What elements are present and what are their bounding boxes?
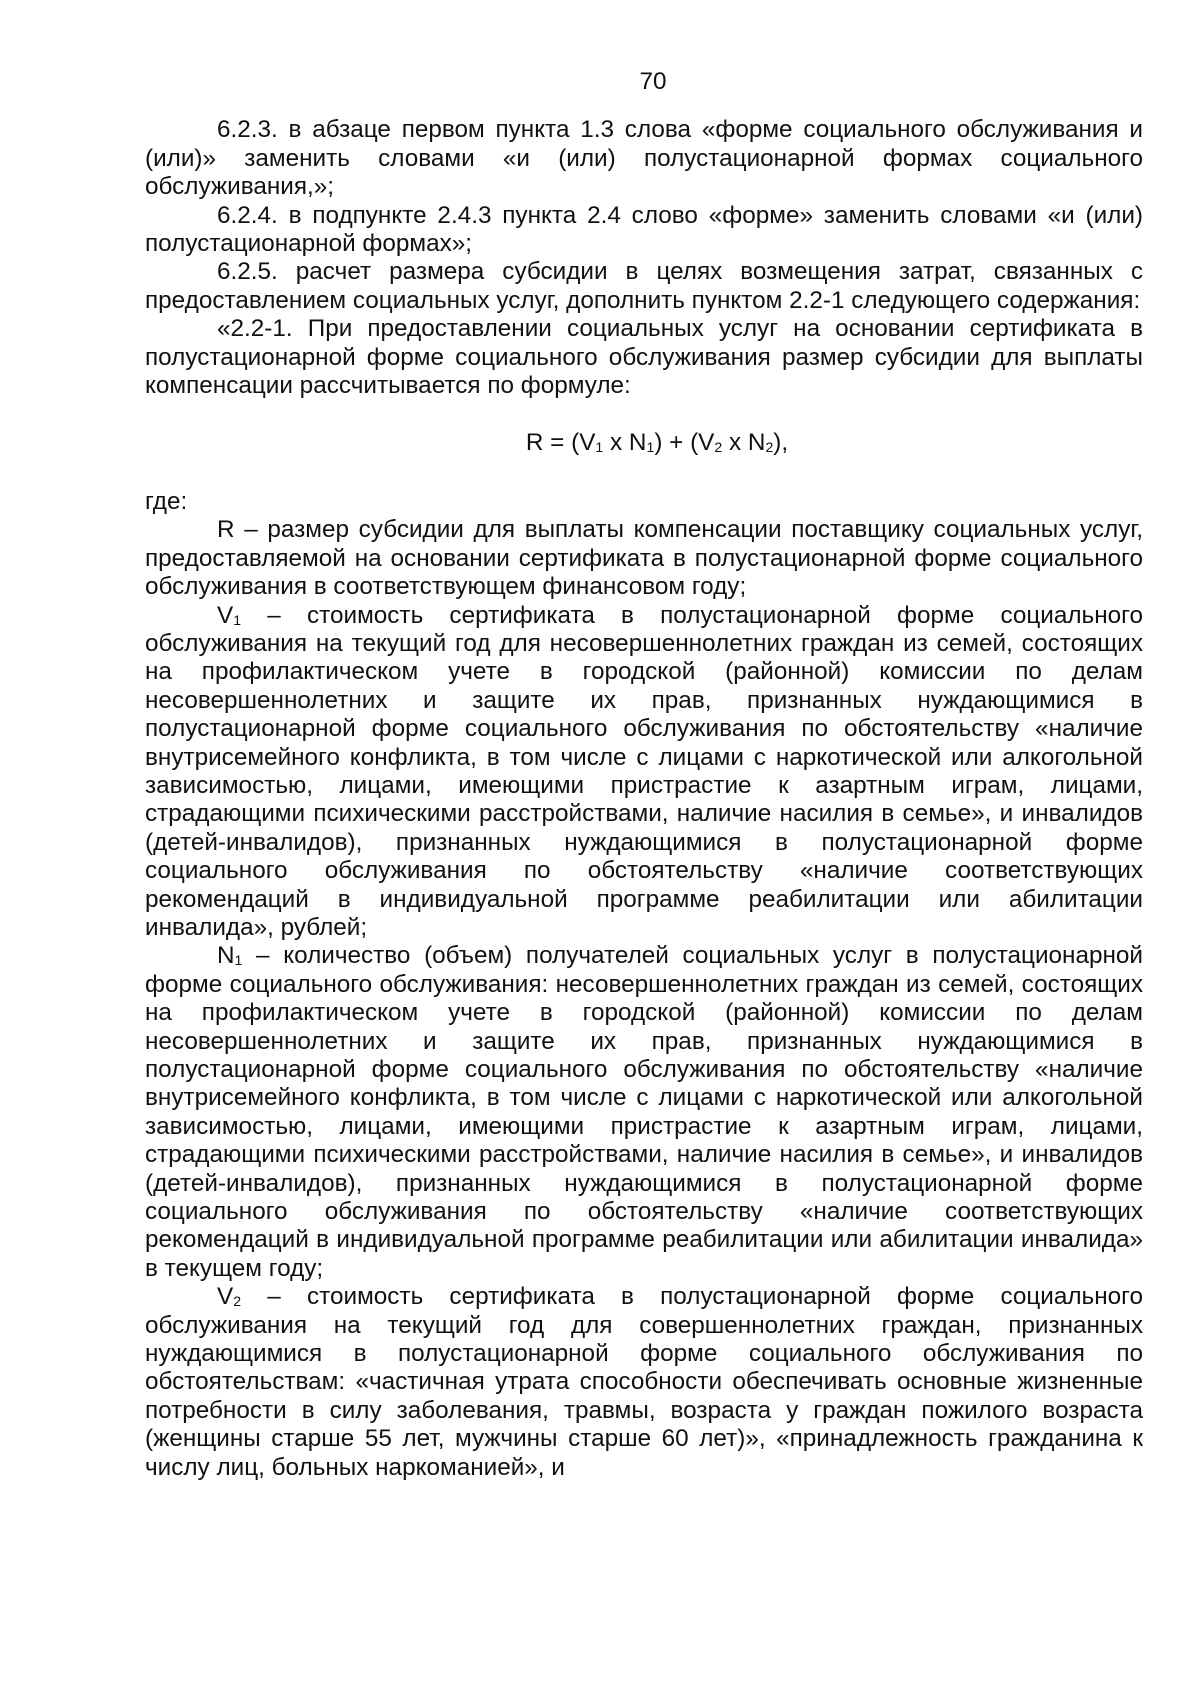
symbol-v2: V [217, 1283, 234, 1311]
formula-part: ), [773, 429, 789, 457]
paragraph-6-2-4: 6.2.4. в подпункте 2.4.3 пункта 2.4 слово «форме» заменить словами «и (или) полустационарной формах»; [145, 201, 1143, 258]
symbol-n1-subscript: 1 [234, 952, 243, 969]
formula-subscript: 2 [765, 439, 774, 456]
symbol-v2-subscript: 2 [233, 1293, 242, 1310]
definition-n1-text: – количество (объем) получателей социальных услуг в полустационарной форме социального обслуживания: несовершеннолетних граждан из семей, состоящих на профилактическом учете в городской (районной) комиссии по делам несовершеннолетних и защите их прав, признанных нуждающимися в полустационарной форме социального обслуживания по обстоятельству «наличие внутрисемейного конфликта, в том числе с лицами с наркотической или алкогольной зависимостью, лицами, имеющими пристрастие к азартным играм, лицами, страдающими психическими расстройствами, наличие насилия в семье», и инвалидов (детей-инвалидов), признанных нуждающимися в полустационарной форме социального обслуживания по обстоятельству «наличие соответствующих рекомендаций в индивидуальной программе реабилитации или абилитации инвалида» в текущем году; [145, 942, 1143, 1282]
definition-v1-text: – стоимость сертификата в полустационарной форме социального обслуживания на текущий год для несовершеннолетних граждан из семей, состоящих на профилактическом учете в городской (районной) комиссии по делам несовершеннолетних и защите их прав, признанных нуждающимися в полустационарной форме социального обслуживания по обстоятельству «наличие внутрисемейного конфликта, в том числе с лицами с наркотической или алкогольной зависимостью, лицами, имеющими пристрастие к азартным играм, лицами, страдающими психическими расстройствами, наличие насилия в семье», и инвалидов (детей-инвалидов), признанных нуждающимися в полустационарной форме социального обслуживания по обстоятельству «наличие соответствующих рекомендаций в индивидуальной программе реабилитации или абилитации инвалида», рублей; [145, 601, 1143, 941]
definition-v2 [145, 1283, 1143, 1482]
formula-subscript: 1 [595, 439, 604, 456]
definition-v1 [145, 602, 1143, 943]
formula-part: ) + (V [654, 429, 715, 457]
paragraph-6-2-5: 6.2.5. расчет размера субсидии в целях возмещения затрат, связанных с предоставлением социальных услуг, дополнить пунктом 2.2-1 следующего содержания: [145, 258, 1143, 314]
formula-part: x N [603, 429, 647, 457]
definition-n1 [145, 942, 1143, 1283]
paragraph-6-2-3: 6.2.3. в абзаце первом пункта 1.3 слова «форме социального обслуживания и (или)» заменить словами «и (или) полустационарной формах социального обслуживания,»; [145, 116, 1143, 201]
formula-part: x N [722, 429, 766, 457]
where-label: где: [145, 487, 188, 515]
definition-v2-text: – стоимость сертификата в полустационарной форме социального обслуживания на текущий год для совершеннолетних граждан, признанных нуждающимися в полустационарной форме социального обслуживания по обстоятельствам: «частичная утрата способности обеспечивать основные жизненные потребности в силу заболевания, травмы, возраста у граждан пожилого возраста (женщины старше 55 лет, мужчины старше 60 лет)», «принадлежность гражданина к числу лиц, больных наркоманией», и [145, 1283, 1143, 1481]
document-page [145, 68, 1143, 1482]
definition-r: R – размер субсидии для выплаты компенсации поставщику социальных услуг, предоставляемой на основании сертификата в полустационарной форме социального обслуживания в соответствующем финансовом году; [145, 516, 1143, 601]
formula-subscript: 2 [714, 439, 723, 456]
subsidy-formula [145, 429, 1143, 457]
symbol-v1: V [217, 601, 234, 629]
formula-part: R = (V [525, 429, 596, 457]
formula-subscript: 1 [646, 439, 655, 456]
page-number: 70 [639, 68, 667, 95]
paragraph-2-2-1: «2.2-1. При предоставлении социальных услуг на основании сертификата в полустационарной форме социального обслуживания размер субсидии для выплаты компенсации рассчитывается по формуле: [145, 315, 1143, 400]
symbol-n1: N [217, 942, 235, 970]
symbol-v1-subscript: 1 [233, 611, 242, 628]
